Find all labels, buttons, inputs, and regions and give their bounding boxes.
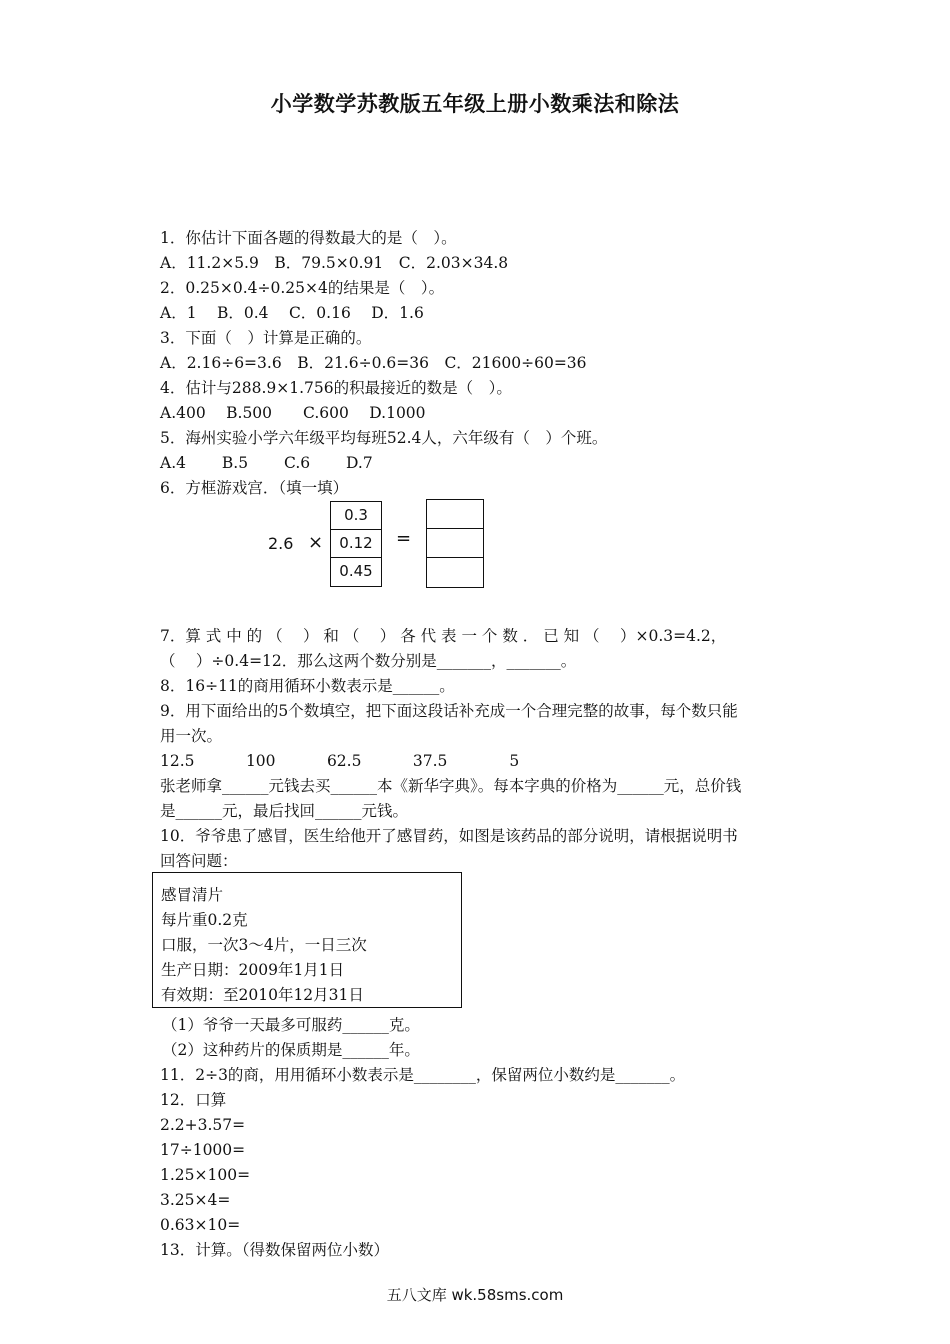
q9-story: 张老师拿______元钱去买______本《新华字典》。每本字典的价格为______元，总价钱 xyxy=(160,777,742,795)
medicine-expiry: 有效期：至2010年12月31日 xyxy=(161,986,364,1004)
q12-item: 17÷1000= xyxy=(160,1141,246,1159)
q8-text: 8．16÷11的商用循环小数表示是______。 xyxy=(160,677,455,695)
box-game-answer-column xyxy=(426,499,484,588)
q5-options: A.4 B.5 C.6 D.7 xyxy=(160,454,373,472)
q11-text: 11．2÷3的商，用用循环小数表示是________，保留两位小数约是_______。 xyxy=(160,1066,686,1084)
q9-text: 9．用下面给出的5个数填空，把下面这段话补充成一个合理完整的故事，每个数只能 xyxy=(160,702,738,720)
box-game-times-sign: × xyxy=(308,532,324,553)
q10-sub1: （1）爷爷一天最多可服药______克。 xyxy=(162,1016,420,1034)
page-title: 小学数学苏教版五年级上册小数乘法和除法 xyxy=(270,92,680,116)
box-game-factor: 0.3 xyxy=(331,502,381,530)
box-game-factor-column xyxy=(330,501,382,587)
box-game-equals-sign: = xyxy=(396,528,412,549)
box-game-factor: 0.12 xyxy=(331,530,381,558)
box-game-multiplicand: 2.6 xyxy=(268,534,294,553)
q2-text: 2．0.25×0.4÷0.25×4的结果是（ ）。 xyxy=(160,279,445,297)
q3-text: 3．下面（ ）计算是正确的。 xyxy=(160,329,372,347)
q5-text: 5．海州实验小学六年级平均每班52.4人，六年级有（ ）个班。 xyxy=(160,429,608,447)
q9-text-cont: 用一次。 xyxy=(160,727,223,745)
q9-story-cont: 是______元，最后找回______元钱。 xyxy=(160,802,409,820)
q12-item: 3.25×4= xyxy=(160,1191,231,1209)
medicine-name: 感冒清片 xyxy=(161,886,224,904)
q12-item: 2.2+3.57= xyxy=(160,1116,246,1134)
q3-options: A．2.16÷6=3.6 B．21.6÷0.6=36 C．21600÷60=36 xyxy=(160,354,587,372)
q7-text-cont: （ ）÷0.4=12．那么这两个数分别是_______，_______。 xyxy=(160,652,577,670)
q4-options: A.400 B.500 C.600 D.1000 xyxy=(160,404,426,422)
q6-text: 6．方框游戏宫．（填一填） xyxy=(160,479,349,497)
box-game-answer-cell[interactable] xyxy=(427,500,483,529)
q4-text: 4．估计与288.9×1.756的积最接近的数是（ ）。 xyxy=(160,379,512,397)
q12-item: 0.63×10= xyxy=(160,1216,241,1234)
q10-sub2: （2）这种药片的保质期是______年。 xyxy=(162,1041,420,1059)
q12-text: 12．口算 xyxy=(160,1091,227,1109)
box-game-answer-cell[interactable] xyxy=(427,529,483,558)
q7-text: 7．算 式 中 的 （ ） 和 （ ） 各 代 表 一 个 数 ． 已 知 （ ）×0.3=4.2， xyxy=(160,627,727,645)
box-game-answer-cell[interactable] xyxy=(427,558,483,587)
q10-text: 10．爷爷患了感冒，医生给他开了感冒药，如图是该药品的部分说明，请根据说明书 xyxy=(160,827,738,845)
q13-text: 13．计算。（得数保留两位小数） xyxy=(160,1241,389,1259)
medicine-weight: 每片重0.2克 xyxy=(161,911,248,929)
medicine-label-box xyxy=(152,872,462,1008)
medicine-dosage: 口服，一次3～4片，一日三次 xyxy=(161,936,367,954)
q1-options: A．11.2×5.9 B．79.5×0.91 C．2.03×34.8 xyxy=(160,254,509,272)
q1-text: 1．你估计下面各题的得数最大的是（ ）。 xyxy=(160,229,457,247)
q10-text-cont: 回答问题： xyxy=(160,852,238,870)
medicine-production-date: 生产日期：2009年1月1日 xyxy=(161,961,345,979)
footer-watermark: 五八文库 wk.58sms.com xyxy=(386,1286,564,1304)
box-game-factor: 0.45 xyxy=(339,562,373,580)
q12-item: 1.25×100= xyxy=(160,1166,251,1184)
q2-options: A．1 B．0.4 C．0.16 D．1.6 xyxy=(160,304,424,322)
q9-numbers: 12.5 100 62.5 37.5 5 xyxy=(160,752,520,770)
